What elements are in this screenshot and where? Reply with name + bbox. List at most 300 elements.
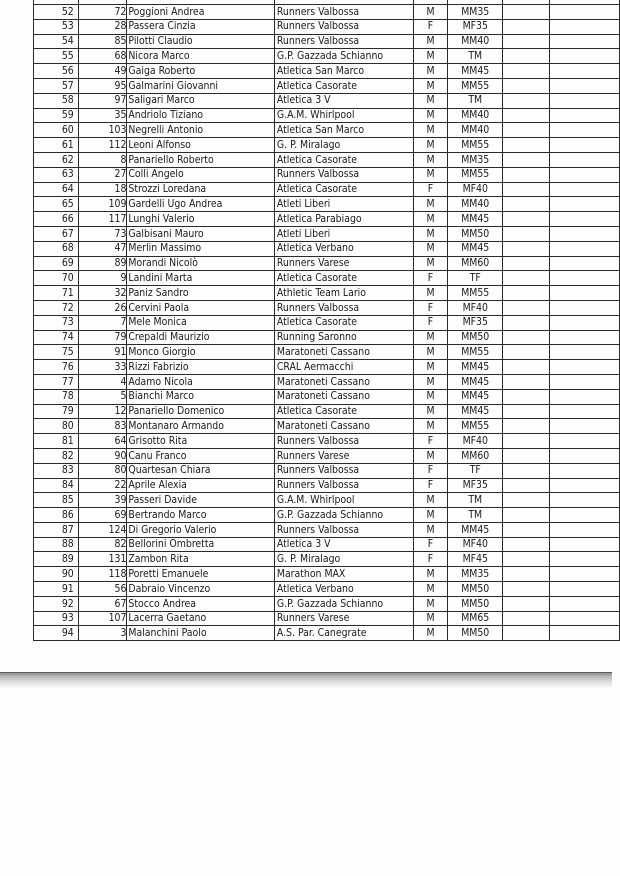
- table-row: [34, 330, 620, 345]
- athlete-name-cell: Strozzi Loredana: [127, 182, 274, 197]
- athlete-name-cell: Quartesan Chiara: [127, 463, 274, 478]
- athlete-name-cell: Gaiga Roberto: [127, 64, 274, 79]
- empty-cell: [503, 389, 550, 404]
- scan-page-edge: [0, 673, 612, 687]
- sex-cell: M: [413, 226, 448, 241]
- empty-cell: [549, 212, 619, 227]
- club-cell: Athletic Team Lario: [274, 286, 413, 301]
- athlete-name-cell: Nicora Marco: [127, 49, 274, 64]
- athlete-name-cell: Lacerra Gaetano: [127, 611, 274, 626]
- table-row: [34, 19, 620, 34]
- bib-number-cell: 73: [78, 226, 127, 241]
- empty-cell: [549, 93, 619, 108]
- bib-number-cell: 5: [78, 389, 127, 404]
- bib-number-cell: 3: [78, 626, 127, 641]
- table-row: [34, 93, 620, 108]
- sex-cell: M: [413, 389, 448, 404]
- empty-cell: [503, 5, 550, 20]
- category-cell: MM50: [448, 582, 503, 597]
- bib-number-cell: 56: [78, 582, 127, 597]
- category-cell: MM45: [448, 374, 503, 389]
- empty-cell: [503, 478, 550, 493]
- empty-cell: [503, 49, 550, 64]
- bib-number-cell: 107: [78, 611, 127, 626]
- bib-number-cell: 27: [78, 167, 127, 182]
- empty-cell: [549, 108, 619, 123]
- position-cell: 87: [34, 522, 79, 537]
- empty-cell: [503, 123, 550, 138]
- sex-cell: M: [413, 108, 448, 123]
- club-cell: Atletica Casorate: [274, 152, 413, 167]
- empty-cell: [549, 123, 619, 138]
- bib-number-cell: 131: [78, 552, 127, 567]
- empty-cell: [503, 167, 550, 182]
- athlete-name-cell: Saligari Marco: [127, 93, 274, 108]
- bib-number-cell: 97: [78, 93, 127, 108]
- empty-cell: [503, 138, 550, 153]
- sex-cell: M: [413, 49, 448, 64]
- empty-cell: [549, 167, 619, 182]
- table-row: [34, 582, 620, 597]
- bib-number-cell: 124: [78, 522, 127, 537]
- bib-number-cell: 90: [78, 448, 127, 463]
- empty-cell: [549, 374, 619, 389]
- position-cell: 69: [34, 256, 79, 271]
- athlete-name-cell: Andriolo Tiziano: [127, 108, 274, 123]
- empty-cell: [503, 34, 550, 49]
- sex-cell: M: [413, 626, 448, 641]
- category-cell: MM60: [448, 256, 503, 271]
- category-cell: MF35: [448, 19, 503, 34]
- athlete-name-cell: Dabraio Vincenzo: [127, 582, 274, 597]
- position-cell: 74: [34, 330, 79, 345]
- category-cell: TM: [448, 508, 503, 523]
- club-cell: CRAL Aermacchi: [274, 360, 413, 375]
- empty-cell: [549, 463, 619, 478]
- empty-cell: [549, 404, 619, 419]
- category-cell: MM40: [448, 123, 503, 138]
- bib-number-cell: 67: [78, 596, 127, 611]
- sex-cell: M: [413, 345, 448, 360]
- bib-number-cell: 28: [78, 19, 127, 34]
- results-table-body: [34, 0, 620, 641]
- category-cell: TM: [448, 49, 503, 64]
- athlete-name-cell: Adamo Nicola: [127, 374, 274, 389]
- empty-cell: [503, 611, 550, 626]
- sex-cell: F: [413, 315, 448, 330]
- athlete-name-cell: Morandi Nicolò: [127, 256, 274, 271]
- bib-number-cell: 95: [78, 78, 127, 93]
- empty-cell: [549, 360, 619, 375]
- empty-cell: [549, 241, 619, 256]
- sex-cell: M: [413, 567, 448, 582]
- bib-number-cell: 9: [78, 271, 127, 286]
- empty-cell: [549, 152, 619, 167]
- sex-cell: M: [413, 404, 448, 419]
- position-cell: 72: [34, 300, 79, 315]
- athlete-name-cell: Monco Giorgio: [127, 345, 274, 360]
- position-cell: 78: [34, 389, 79, 404]
- table-row: [34, 389, 620, 404]
- position-cell: 90: [34, 567, 79, 582]
- sex-cell: F: [413, 300, 448, 315]
- empty-cell: [503, 493, 550, 508]
- sex-cell: M: [413, 138, 448, 153]
- empty-cell: [503, 19, 550, 34]
- empty-cell: [549, 567, 619, 582]
- club-cell: Runners Varese: [274, 611, 413, 626]
- empty-cell: [503, 537, 550, 552]
- empty-cell: [549, 64, 619, 79]
- position-cell: 70: [34, 271, 79, 286]
- empty-cell: [549, 182, 619, 197]
- empty-cell: [503, 152, 550, 167]
- empty-cell: [503, 286, 550, 301]
- empty-cell: [549, 5, 619, 20]
- position-cell: 71: [34, 286, 79, 301]
- category-cell: MM55: [448, 419, 503, 434]
- table-row: [34, 152, 620, 167]
- club-cell: Runners Valbossa: [274, 463, 413, 478]
- position-cell: 80: [34, 419, 79, 434]
- table-row: [34, 404, 620, 419]
- table-row: [34, 611, 620, 626]
- empty-cell: [549, 330, 619, 345]
- bib-number-cell: 18: [78, 182, 127, 197]
- athlete-name-cell: Aprile Alexia: [127, 478, 274, 493]
- sex-cell: F: [413, 552, 448, 567]
- position-cell: 66: [34, 212, 79, 227]
- position-cell: 57: [34, 78, 79, 93]
- table-row: [34, 123, 620, 138]
- empty-cell: [549, 19, 619, 34]
- table-row: [34, 197, 620, 212]
- empty-cell: [503, 626, 550, 641]
- table-row: [34, 138, 620, 153]
- bib-number-cell: 91: [78, 345, 127, 360]
- position-cell: 91: [34, 582, 79, 597]
- position-cell: 59: [34, 108, 79, 123]
- sex-cell: M: [413, 508, 448, 523]
- empty-cell: [549, 138, 619, 153]
- sex-cell: M: [413, 212, 448, 227]
- bib-number-cell: 22: [78, 478, 127, 493]
- position-cell: 64: [34, 182, 79, 197]
- empty-cell: [503, 241, 550, 256]
- category-cell: MM55: [448, 286, 503, 301]
- club-cell: Maratoneti Cassano: [274, 345, 413, 360]
- sex-cell: F: [413, 19, 448, 34]
- sex-cell: M: [413, 522, 448, 537]
- table-row: [34, 493, 620, 508]
- position-cell: 81: [34, 434, 79, 449]
- empty-cell: [549, 596, 619, 611]
- sex-cell: M: [413, 493, 448, 508]
- athlete-name-cell: Di Gregorio Valerio: [127, 522, 274, 537]
- bib-number-cell: 109: [78, 197, 127, 212]
- club-cell: Atletica San Marco: [274, 123, 413, 138]
- club-cell: G.P. Gazzada Schianno: [274, 508, 413, 523]
- sex-cell: M: [413, 582, 448, 597]
- position-cell: 63: [34, 167, 79, 182]
- club-cell: Atletica 3 V: [274, 537, 413, 552]
- position-cell: 93: [34, 611, 79, 626]
- empty-cell: [503, 567, 550, 582]
- table-row: [34, 345, 620, 360]
- empty-cell: [549, 419, 619, 434]
- table-row: [34, 448, 620, 463]
- empty-cell: [549, 493, 619, 508]
- sex-cell: M: [413, 167, 448, 182]
- table-row: [34, 78, 620, 93]
- category-cell: MM45: [448, 522, 503, 537]
- club-cell: G. P. Miralago: [274, 552, 413, 567]
- athlete-name-cell: Panariello Domenico: [127, 404, 274, 419]
- empty-cell: [503, 404, 550, 419]
- empty-cell: [549, 78, 619, 93]
- club-cell: Running Saronno: [274, 330, 413, 345]
- bib-number-cell: 26: [78, 300, 127, 315]
- table-row: [34, 419, 620, 434]
- empty-cell: [549, 34, 619, 49]
- club-cell: Atletica Casorate: [274, 315, 413, 330]
- club-cell: G.P. Gazzada Schianno: [274, 596, 413, 611]
- club-cell: Atletica Casorate: [274, 182, 413, 197]
- table-row: [34, 256, 620, 271]
- category-cell: TM: [448, 493, 503, 508]
- athlete-name-cell: Mele Monica: [127, 315, 274, 330]
- category-cell: MM45: [448, 360, 503, 375]
- empty-cell: [549, 389, 619, 404]
- sex-cell: M: [413, 330, 448, 345]
- empty-cell: [549, 522, 619, 537]
- sex-cell: M: [413, 360, 448, 375]
- athlete-name-cell: Bianchi Marco: [127, 389, 274, 404]
- club-cell: Runners Varese: [274, 256, 413, 271]
- category-cell: MF40: [448, 434, 503, 449]
- category-cell: MF35: [448, 315, 503, 330]
- empty-cell: [503, 448, 550, 463]
- athlete-name-cell: Landini Marta: [127, 271, 274, 286]
- sex-cell: M: [413, 5, 448, 20]
- empty-cell: [549, 256, 619, 271]
- sex-cell: F: [413, 182, 448, 197]
- empty-cell: [503, 212, 550, 227]
- bib-number-cell: 82: [78, 537, 127, 552]
- table-row: [34, 434, 620, 449]
- empty-cell: [503, 419, 550, 434]
- athlete-name-cell: Crepaldi Maurizio: [127, 330, 274, 345]
- table-row: [34, 300, 620, 315]
- category-cell: MM50: [448, 330, 503, 345]
- sex-cell: M: [413, 256, 448, 271]
- table-row: [34, 522, 620, 537]
- empty-cell: [503, 330, 550, 345]
- category-cell: MF40: [448, 537, 503, 552]
- athlete-name-cell: Rizzi Fabrizio: [127, 360, 274, 375]
- empty-cell: [549, 448, 619, 463]
- position-cell: 75: [34, 345, 79, 360]
- position-cell: 58: [34, 93, 79, 108]
- club-cell: Maratoneti Cassano: [274, 419, 413, 434]
- athlete-name-cell: Galbisani Mauro: [127, 226, 274, 241]
- table-row: [34, 34, 620, 49]
- table-row: [34, 315, 620, 330]
- category-cell: MM45: [448, 212, 503, 227]
- athlete-name-cell: Passera Cinzia: [127, 19, 274, 34]
- athlete-name-cell: Cervini Paola: [127, 300, 274, 315]
- empty-cell: [503, 271, 550, 286]
- sex-cell: M: [413, 374, 448, 389]
- athlete-name-cell: Montanaro Armando: [127, 419, 274, 434]
- category-cell: MM45: [448, 241, 503, 256]
- athlete-name-cell: Bertrando Marco: [127, 508, 274, 523]
- empty-cell: [503, 78, 550, 93]
- sex-cell: M: [413, 241, 448, 256]
- sex-cell: M: [413, 152, 448, 167]
- category-cell: MM55: [448, 138, 503, 153]
- athlete-name-cell: Merlin Massimo: [127, 241, 274, 256]
- club-cell: Atleti Liberi: [274, 197, 413, 212]
- table-row: [34, 271, 620, 286]
- category-cell: MM35: [448, 567, 503, 582]
- category-cell: MF45: [448, 552, 503, 567]
- bib-number-cell: 112: [78, 138, 127, 153]
- sex-cell: M: [413, 419, 448, 434]
- category-cell: MM45: [448, 404, 503, 419]
- position-cell: 73: [34, 315, 79, 330]
- empty-cell: [503, 345, 550, 360]
- table-row: [34, 552, 620, 567]
- sex-cell: F: [413, 478, 448, 493]
- sex-cell: F: [413, 463, 448, 478]
- athlete-name-cell: Leoni Alfonso: [127, 138, 274, 153]
- results-table: [33, 0, 620, 641]
- category-cell: MF40: [448, 182, 503, 197]
- empty-cell: [503, 256, 550, 271]
- club-cell: Atletica Verbano: [274, 241, 413, 256]
- table-row: [34, 360, 620, 375]
- category-cell: TF: [448, 463, 503, 478]
- table-row: [34, 167, 620, 182]
- table-row: [34, 463, 620, 478]
- table-row: [34, 626, 620, 641]
- bib-number-cell: 8: [78, 152, 127, 167]
- athlete-name-cell: Negrelli Antonio: [127, 123, 274, 138]
- club-cell: Runners Valbossa: [274, 300, 413, 315]
- club-cell: Atletica Verbano: [274, 582, 413, 597]
- position-cell: 65: [34, 197, 79, 212]
- position-cell: 56: [34, 64, 79, 79]
- athlete-name-cell: Poggioni Andrea: [127, 5, 274, 20]
- sex-cell: M: [413, 93, 448, 108]
- empty-cell: [503, 315, 550, 330]
- club-cell: Atletica Casorate: [274, 78, 413, 93]
- athlete-name-cell: Colli Angelo: [127, 167, 274, 182]
- bib-number-cell: 118: [78, 567, 127, 582]
- position-cell: 61: [34, 138, 79, 153]
- bib-number-cell: 79: [78, 330, 127, 345]
- position-cell: 54: [34, 34, 79, 49]
- position-cell: 86: [34, 508, 79, 523]
- empty-cell: [503, 226, 550, 241]
- empty-cell: [503, 522, 550, 537]
- position-cell: 88: [34, 537, 79, 552]
- category-cell: MM60: [448, 448, 503, 463]
- club-cell: Runners Valbossa: [274, 522, 413, 537]
- position-cell: 77: [34, 374, 79, 389]
- table-row: [34, 478, 620, 493]
- sex-cell: M: [413, 123, 448, 138]
- category-cell: MM50: [448, 226, 503, 241]
- position-cell: 83: [34, 463, 79, 478]
- empty-cell: [549, 271, 619, 286]
- bib-number-cell: 47: [78, 241, 127, 256]
- position-cell: 68: [34, 241, 79, 256]
- bib-number-cell: 12: [78, 404, 127, 419]
- table-row: [34, 182, 620, 197]
- club-cell: Marathon MAX: [274, 567, 413, 582]
- table-row: [34, 226, 620, 241]
- position-cell: 76: [34, 360, 79, 375]
- club-cell: Runners Valbossa: [274, 19, 413, 34]
- club-cell: Atletica Casorate: [274, 271, 413, 286]
- category-cell: MM50: [448, 596, 503, 611]
- club-cell: G.A.M. Whirlpool: [274, 493, 413, 508]
- club-cell: Runners Valbossa: [274, 434, 413, 449]
- category-cell: MM55: [448, 345, 503, 360]
- results-table-container: [33, 0, 620, 641]
- empty-cell: [549, 434, 619, 449]
- sex-cell: M: [413, 286, 448, 301]
- bib-number-cell: 83: [78, 419, 127, 434]
- club-cell: A.S. Par. Canegrate: [274, 626, 413, 641]
- position-cell: 62: [34, 152, 79, 167]
- bib-number-cell: 33: [78, 360, 127, 375]
- sex-cell: M: [413, 197, 448, 212]
- empty-cell: [503, 582, 550, 597]
- athlete-name-cell: Zambon Rita: [127, 552, 274, 567]
- bib-number-cell: 7: [78, 315, 127, 330]
- bib-number-cell: 80: [78, 463, 127, 478]
- category-cell: MM50: [448, 626, 503, 641]
- athlete-name-cell: Paniz Sandro: [127, 286, 274, 301]
- table-row: [34, 537, 620, 552]
- club-cell: Atletica 3 V: [274, 93, 413, 108]
- empty-cell: [549, 552, 619, 567]
- empty-cell: [549, 508, 619, 523]
- table-row: [34, 596, 620, 611]
- bib-number-cell: 85: [78, 34, 127, 49]
- athlete-name-cell: Bellorini Ombretta: [127, 537, 274, 552]
- sex-cell: M: [413, 596, 448, 611]
- sex-cell: F: [413, 271, 448, 286]
- position-cell: 60: [34, 123, 79, 138]
- position-cell: 53: [34, 19, 79, 34]
- sex-cell: M: [413, 64, 448, 79]
- club-cell: G.P. Gazzada Schianno: [274, 49, 413, 64]
- table-row: [34, 286, 620, 301]
- sex-cell: M: [413, 34, 448, 49]
- empty-cell: [503, 360, 550, 375]
- empty-cell: [503, 434, 550, 449]
- club-cell: Runners Varese: [274, 448, 413, 463]
- athlete-name-cell: Passeri Davide: [127, 493, 274, 508]
- position-cell: 89: [34, 552, 79, 567]
- club-cell: Atletica San Marco: [274, 64, 413, 79]
- table-row: [34, 508, 620, 523]
- sex-cell: M: [413, 448, 448, 463]
